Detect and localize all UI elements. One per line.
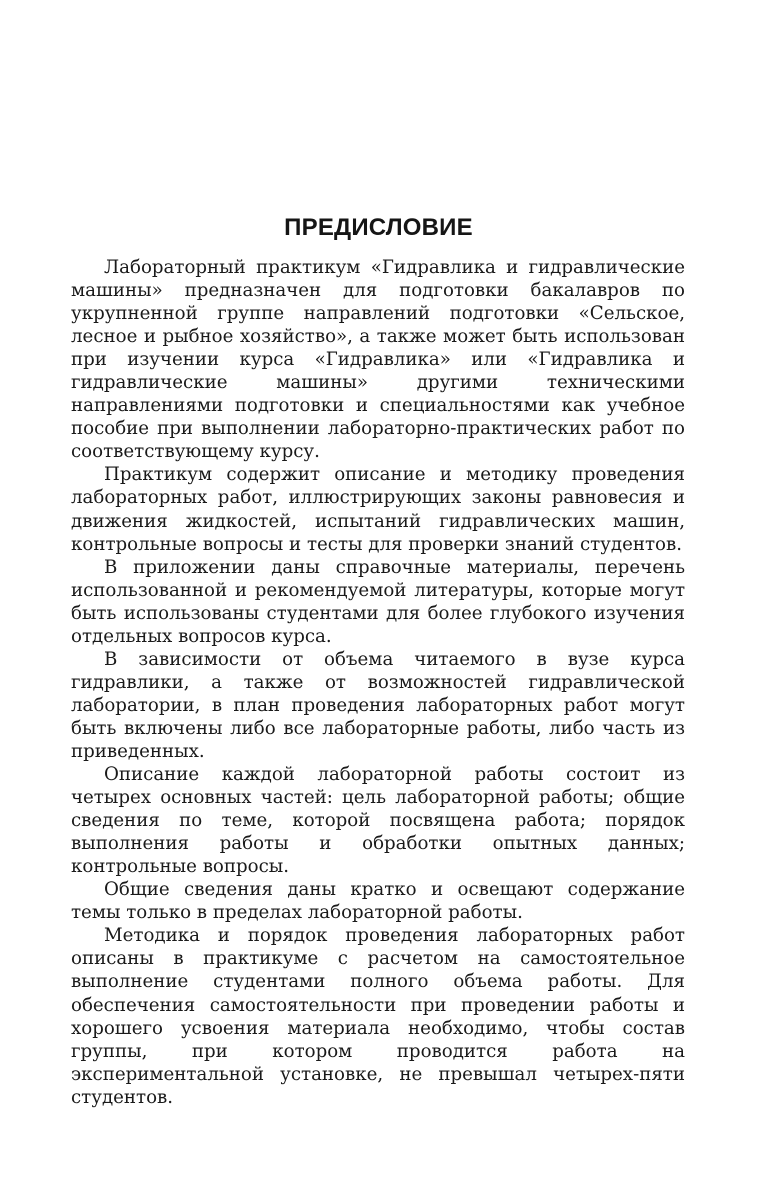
paragraph: В зависимости от объема читаемого в вузе курса гидравлики, а также от возможностей гидравлической лаборатории, в план проведения лабораторных работ могут быть включены либо все лабораторные работы, либо часть из приведенных. — [71, 648, 685, 762]
paragraph: Лабораторный практикум «Гидравлика и гидравлические машины» предназначен для подготовки бакалавров по укрупненной группе направлений подготовки «Сельское, лесное и рыбное хозяйство», а также может быть использован при изучении курса «Гидравлика» или «Гидравлика и гидравлические машины» другими техническими направлениями подготовки и специальностями как учебное пособие при выполнении лабораторно-практических работ по соответствующему курсу. — [71, 257, 685, 463]
paragraph: Общие сведения даны кратко и освещают содержание темы только в пределах лабораторной работы. — [71, 879, 685, 924]
paragraph: Методика и порядок проведения лабораторных работ описаны в практикуме с расчетом на самостоятельное выполнение студентами полного объема работы. Для обеспечения самостоятельности при проведении работы и хорошего усвоения материала необходимо, чтобы состав группы, при котором проводится работа на экспериментальной установке, не превышал четырех-пяти студентов. — [71, 925, 685, 1108]
preface-text — [71, 256, 685, 1109]
paragraph: Описание каждой лабораторной работы состоит из четырех основных частей: цель лабораторной работы; общие сведения по теме, которой посвящена работа; порядок выполнения работы и обработки опытных данных; контрольные вопросы. — [71, 764, 685, 878]
page-title: ПРЕДИСЛОВИЕ — [284, 214, 473, 241]
paragraph: В приложении даны справочные материалы, перечень использованной и рекомендуемой литературы, которые могут быть использованы студентами для более глубокого изучения отдельных вопросов курса. — [71, 556, 685, 647]
paragraph: Практикум содержит описание и методику проведения лабораторных работ, иллюстрирующих законы равновесия и движения жидкостей, испытаний гидравлических машин, контрольные вопросы и тесты для проверки знаний студентов. — [71, 464, 685, 555]
